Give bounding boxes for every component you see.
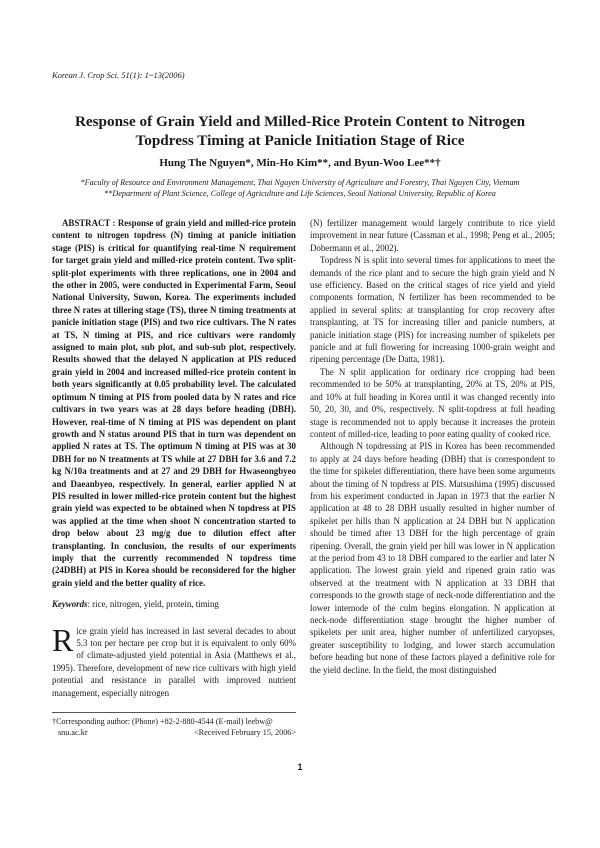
drop-cap: R <box>52 621 74 658</box>
title-line-2: Topdress Timing at Panicle Initiation Stage of Rice <box>135 132 465 149</box>
footnote-divider <box>52 712 296 713</box>
title-line-1: Response of Grain Yield and Milled-Rice Protein Content to Nitrogen <box>74 113 526 130</box>
abstract: ABSTRACT : Response of grain yield and milled-rice protein content to nitrogen topdress (N) timing at panicle initiation stage (PIS) is critical for quantifying real-time N requirement for target grain yield and milled-rice protein content. Two split-split-plot experiments with three replications, one in 2004 and the other in 2005, were conducted in Experimental Farm, Seoul National University, Suwon, Korea. The experiments included three N rates at tillering stage (TS), three N timing treatments at panicle initiation stage (PIS) and two rice cultivars. The N rates at TS, N timing at PIS, and rice cultivars were randomly assigned to main plot, sub plot, and sub-sub plot, respectively. Results showed that the delayed N application at PIS reduced grain yield in 2004 and increased milled-rice protein content in both years significantly at 0.05 probability level. The calculated optimum N timing at PIS from pooled data by N rates and rice cultivars in two years was at 28 days before heading (DBH). However, real-time of N timing at PIS was dependent on plant growth and N status around PIS that in turn was dependent on applied N rates at TS. The optimum N timing at PIS was at 30 DBH for no N treatments at TS while at 27 DBH for 3.6 and 7.2 kg N/10a treatments and at 27 and 29 DBH for Hwaseongbyeo and Daeanbyeo, respectively. In general, earlier applied N at PIS resulted in lower milled-rice protein content but the highest grain yield was expected to be obtained when N topdress at PIS was applied at the time when shoot N concentration started to drop below about 23 mg/g due to dilution effect after transplanting. In conclusion, the results of our experiments imply that the currently recommended N topdress time (24DBH) at PIS in Korea should be reconsidered for the higher grain yield and the better quality of rice. <box>52 218 296 588</box>
keywords-list: : rice, nitrogen, yield, protein, timing <box>87 599 219 610</box>
corresponding-author-footnote <box>52 716 296 738</box>
page-number: 1 <box>297 762 303 772</box>
introduction-text: ice grain yield has increased in last several decades to about 5.3 ton per hectare per crop but it is equivalent to only 60% of climate-adjusted yield potential in Asia (Matthews et al., 1995). Therefore, development of new rice cultivars with high yield potential and resistance in parallel with improved nutrient management, especially nitrogen <box>52 625 296 698</box>
footnote-email-tail: snu.ac.kr <box>58 728 88 737</box>
paper-title <box>40 112 560 150</box>
right-column <box>310 217 555 676</box>
introduction-paragraph <box>52 621 296 699</box>
left-column <box>52 217 296 699</box>
body-paragraph-1: (N) fertilizer management would largely contribute to rice yield improvement in near future (Cassman et al., 1998; Peng et al., 2005; Dobermann et al., 2002). <box>310 218 555 253</box>
keywords <box>52 598 296 610</box>
affiliation-2: **Department of Plant Science, College of Agriculture and Life Sciences, Seoul National University, Republic of Korea <box>104 189 496 198</box>
footnote-second-line <box>52 727 296 738</box>
keywords-label: Keywords <box>52 599 88 610</box>
received-date: <Received February 15, 2006> <box>194 728 296 737</box>
body-paragraph-4: Although N topdressing at PIS in Korea has been recommended to apply at 24 days before heading (DBH) that is correspondent to the time for spikelet differentiation, there have been some arguments about the timing of N topdress at PIS. Matsushima (1995) discussed from his experiment conducted in Japan in 1973 that the earlier N application at 48 to 28 DBH usually resulted in higher number of spikelet per hills than N application at 24 DBH but N application should be timed after 13 DBH for the high percentage of grain ripening. Overall, the grain yield per hill was lower in N application at the period from 43 to 18 DBH compared to the earlier and later N application. The lowest grain yield and ripened grain ratio was observed at the treatment with N application at 33 DBH that corresponds to the growth stage of neck-node differentiation and the lower internode of the culm begins elongation. N application at neck-node differentiation stage brought the higher number of spikelets per unit area, higher number of unfertilized caryopses, greater susceptibility to lodging, and lower starch accumulation before heading but none of these factors played a definitive role for the yield decline. In the field, the most distinguished <box>310 441 555 675</box>
body-paragraph-2: Topdress N is split into several times for applications to meet the demands of the rice plant and to secure the high grain yield and N use efficiency. Based on the critical stages of rice yield and yield components formation, N fertilizer has been recommended to be applied in several splits: at transplanting for crop recovery after transplanting, at TS for increasing tiller and panicle numbers, at panicle initiation stage (PIS) for increasing number of spikelets per panicle and at full flowering for increasing 1000-grain weight and ripening percentage (De Datta, 1981). <box>310 255 555 365</box>
journal-citation: Korean J. Crop Sci. 51(1): 1~13(2006) <box>52 70 185 80</box>
body-paragraph-3: The N split application for ordinary rice cropping had been recommended to be 50% at transplanting, 20% at TS, 20% at PIS, and 10% at full heading in Korea until it was changed recently into 50, 20, 30, and 0%, respectively. N split-topdress at full heading stage is recommended not to apply because it increases the protein content of milled-rice, leading to poor eating quality of cooked rice. <box>310 366 555 439</box>
affiliation-1: *Faculty of Resource and Environment Management, Thai Nguyen University of Agriculture and Forestry, Thai Nguyen City, Vietnam <box>80 178 520 187</box>
author-list: Hung The Nguyen*, Min-Ho Kim**, and Byun-Woo Lee**† <box>159 157 441 169</box>
footnote-contact: †Corresponding author: (Phone) +82-2-880-4544 (E-mail) leebw@ <box>52 717 273 726</box>
